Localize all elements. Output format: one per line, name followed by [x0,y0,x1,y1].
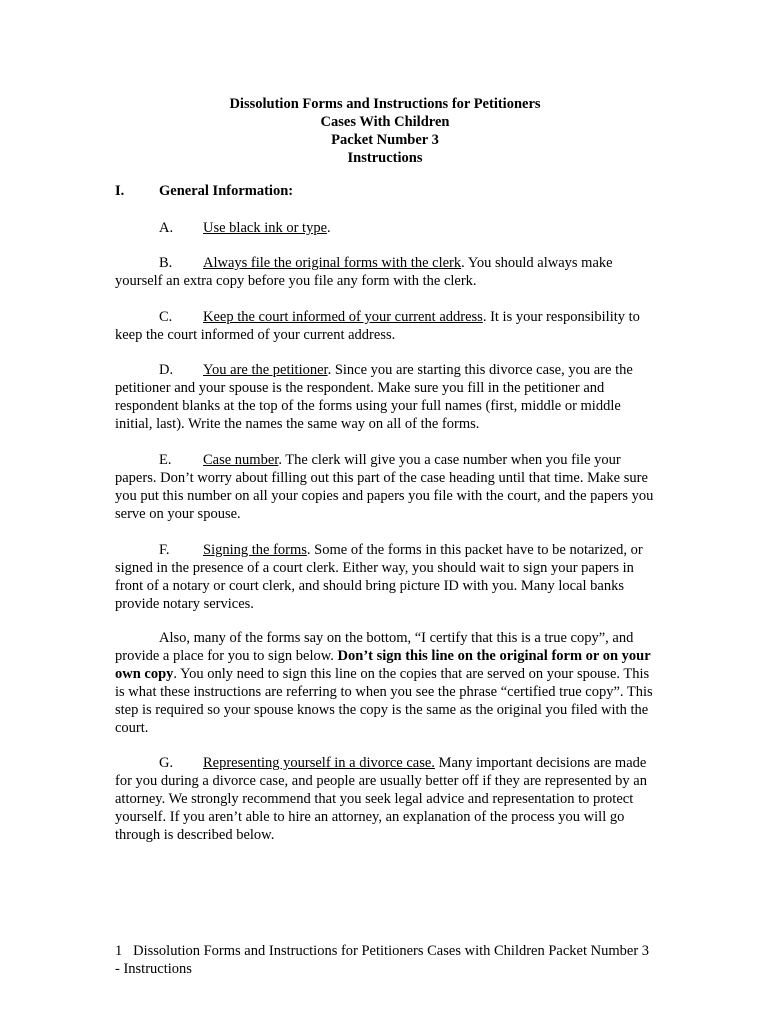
item-g-letter: G. [159,755,174,771]
footer-page-number: 1 [115,943,123,959]
page-footer [115,942,655,978]
item-also-text-2: . You only need to sign this line on the copies that are served on your spouse. This is what these instructions are referring to when you see the phrase “certified true copy”. This step is required so your spouse knows the copy is the same as the original you filed with the court. [115,666,653,736]
item-a [115,219,655,237]
item-also [115,629,655,737]
item-d-letter: D. [159,362,174,378]
section-number: I. [115,183,125,199]
item-b [115,254,655,290]
item-e-letter: E. [159,452,172,468]
document-title [0,95,770,167]
title-line-4: Instructions [347,150,423,166]
title-line-1: Dissolution Forms and Instructions for Petitioners [229,96,541,112]
item-c [115,308,655,344]
item-c-heading: Keep the court informed of your current address [203,309,483,325]
item-d [115,361,655,433]
item-b-letter: B. [159,255,173,271]
item-e-heading: Case number [203,452,279,468]
item-e-text: . The clerk will give you a case number when you file your papers. Don’t worry about filling out this part of the case heading until that time. Make sure you put this number on all your copies and papers you file with the court, and the papers you serve on your spouse. [115,452,654,522]
footer-text: Dissolution Forms and Instructions for Petitioners Cases with Children Packet Number 3 - Instructions [115,943,650,977]
item-c-letter: C. [159,309,173,325]
item-g-text: Many important decisions are made for you during a divorce case, and people are usually better off if they are represented by an attorney. We strongly recommend that you seek legal advice and representation to protect yourself. If you aren’t able to hire an attorney, an explanation of the process you will go through is described below. [115,755,647,843]
item-g-heading: Representing yourself in a divorce case. [203,755,435,771]
section-heading [115,183,293,200]
item-d-text: . Since you are starting this divorce case, you are the petitioner and your spouse is the respondent. Make sure you fill in the petitioner and respondent blanks at the top of the forms using your full names (first, middle or middle initial, last). Write the names the same way on all of the forms. [115,362,633,432]
item-a-after: . [327,220,331,236]
item-also-bold: Don’t sign this line on the original form or on your own copy [115,648,651,682]
section-title: General Information: [159,183,294,199]
item-b-text: . You should always make yourself an extra copy before you file any form with the clerk. [115,255,613,289]
item-f-letter: F. [159,542,170,558]
item-a-heading: Use black ink or type [203,220,328,236]
item-f-text: . Some of the forms in this packet have to be notarized, or signed in the presence of a court clerk. Either way, you should wait to sign your papers in front of a notary or court clerk, and should bring picture ID with you. Many local banks provide notary services. [115,542,643,612]
item-f [115,541,655,613]
item-d-heading: You are the petitioner [203,362,328,378]
item-b-heading: Always file the original forms with the clerk [203,255,462,271]
title-line-2: Cases With Children [320,114,450,130]
item-also-text-1: Also, many of the forms say on the bottom, “I certify that this is a true copy”, and provide a place for you to sign below. [115,630,634,664]
item-a-letter: A. [159,220,174,236]
item-g [115,754,655,844]
item-c-text: . It is your responsibility to keep the court informed of your current address. [115,309,640,343]
title-line-3: Packet Number 3 [331,132,439,148]
item-f-heading: Signing the forms [203,542,307,558]
item-e [115,451,655,523]
